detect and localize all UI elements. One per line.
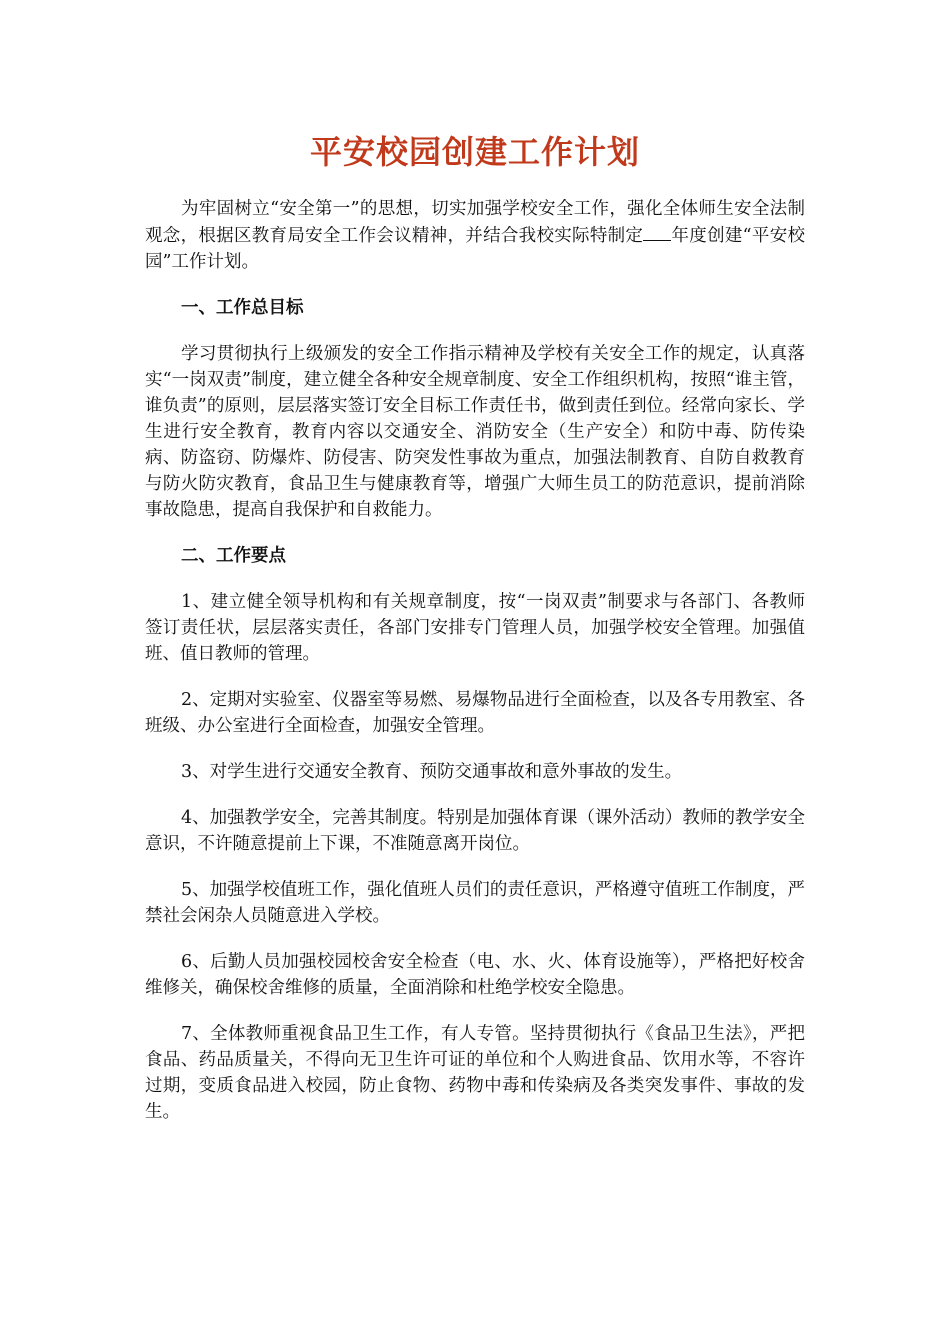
intro-text-after-blank: 年度创建“平安校园”工作计划。 bbox=[145, 226, 805, 272]
section-heading-goal: 一、工作总目标 bbox=[181, 298, 304, 318]
year-blank bbox=[643, 222, 671, 241]
point-item: 4、加强教学安全，完善其制度。特别是加强体育课（课外活动）教师的教学安全意识，不许随意提前上下课，不准随意离开岗位。 bbox=[145, 808, 805, 854]
document-title: 平安校园创建工作计划 bbox=[309, 133, 640, 171]
point-item: 2、定期对实验室、仪器室等易燃、易爆物品进行全面检查，以及各专用教室、各班级、办公室进行全面检查，加强安全管理。 bbox=[145, 690, 805, 736]
intro-text-before-blank: 为牢固树立“安全第一”的思想，切实加强学校安全工作，强化全体师生安全法制观念，根据区教育局安全工作会议精神，并结合我校实际特制定 bbox=[145, 199, 805, 246]
point-item: 6、后勤人员加强校园校舍安全检查（电、水、火、体育设施等），严格把好校舍维修关，确保校舍维修的质量，全面消除和杜绝学校安全隐患。 bbox=[145, 952, 805, 998]
point-item: 1、建立健全领导机构和有关规章制度，按“一岗双责”制要求与各部门、各教师签订责任状，层层落实责任，各部门安排专门管理人员，加强学校安全管理。加强值班、值日教师的管理。 bbox=[145, 592, 805, 664]
point-item: 7、全体教师重视食品卫生工作，有人专管。坚持贯彻执行《食品卫生法》，严把食品、药品质量关，不得向无卫生许可证的单位和个人购进食品、饮用水等，不容许过期，变质食品进入校园，防止食物、药物中毒和传染病及各类突发事件、事故的发生。 bbox=[145, 1024, 805, 1122]
point-item: 3、对学生进行交通安全教育、预防交通事故和意外事故的发生。 bbox=[181, 762, 683, 782]
point-item: 5、加强学校值班工作，强化值班人员们的责任意识，严格遵守值班工作制度，严禁社会闲杂人员随意进入学校。 bbox=[145, 880, 805, 926]
document-body bbox=[145, 196, 805, 1145]
intro-paragraph bbox=[145, 196, 805, 275]
section-goal-paragraph: 学习贯彻执行上级颁发的安全工作指示精神及学校有关安全工作的规定，认真落实“一岗双责”制度，建立健全各种安全规章制度、安全工作组织机构，按照“谁主管，谁负责”的原则，层层落实签订安全目标工作责任书，做到责任到位。经常向家长、学生进行安全教育，教育内容以交通安全、消防安全（生产安全）和防中毒、防传染病、防盗窃、防爆炸、防侵害、防突发性事故为重点，加强法制教育、自防自救教育与防火防灾教育，食品卫生与健康教育等，增强广大师生员工的防范意识，提前消除事故隐患，提高自我保护和自救能力。 bbox=[145, 344, 805, 520]
section-heading-points: 二、工作要点 bbox=[181, 546, 286, 566]
